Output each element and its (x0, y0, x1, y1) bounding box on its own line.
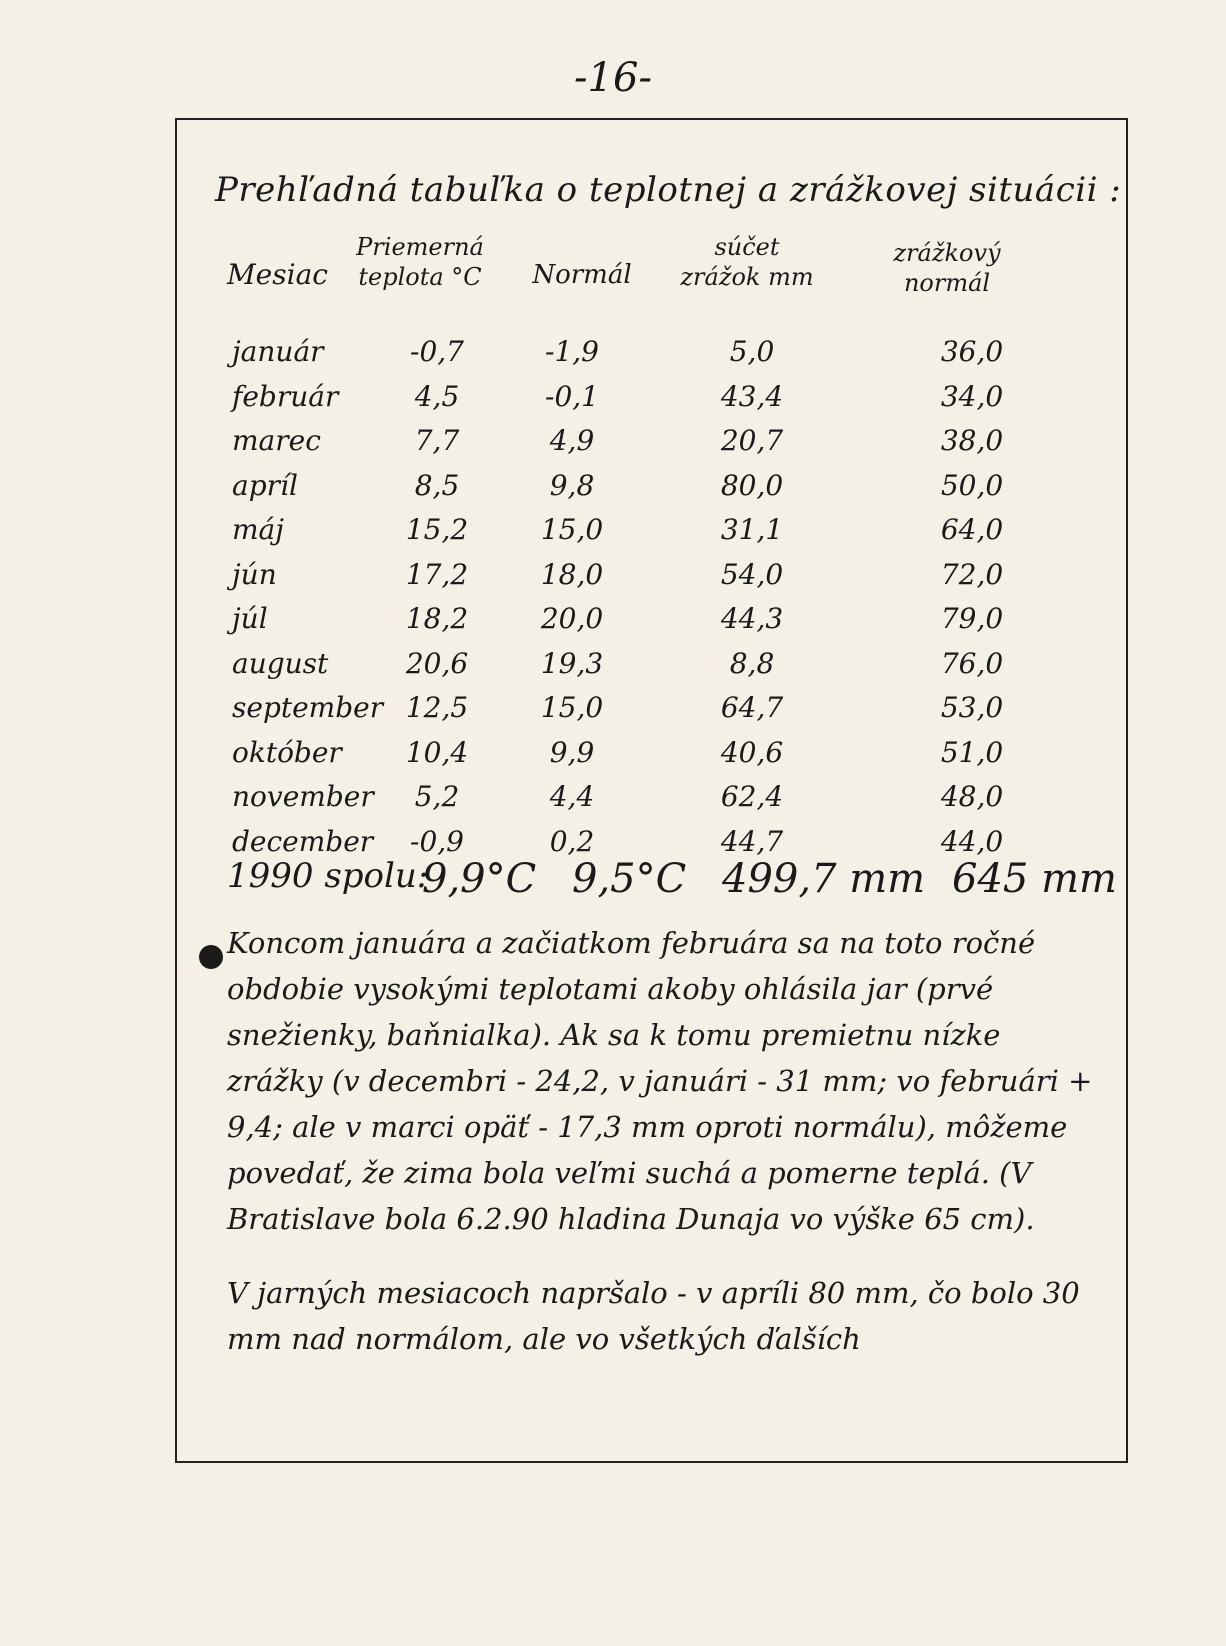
precip-sum-cell: 8,8 (729, 646, 775, 680)
avg-temp-cell: 7,7 (414, 424, 460, 457)
precip-sum-cell: 64,7 (720, 691, 784, 724)
avg-temp-cell: 20,6 (405, 646, 469, 680)
totals-row (177, 856, 1130, 916)
precip-normal-cell: 76,0 (940, 646, 1004, 680)
precip-normal-cell: 51,0 (940, 735, 1004, 769)
normal-cell: 15,0 (540, 691, 604, 724)
precip-normal-cell: 44,0 (940, 824, 1004, 858)
table-row (177, 335, 1130, 379)
table-row (177, 513, 1130, 557)
avg-temp-cell: -0,7 (410, 335, 464, 368)
month-cell: september (232, 691, 384, 724)
precip-sum-cell: 31,1 (720, 513, 784, 546)
header-precip-normal: zrážkový normál (893, 239, 1001, 297)
normal-cell: 4,4 (549, 780, 595, 813)
month-cell: august (232, 646, 329, 680)
precip-sum-cell: 80,0 (720, 468, 784, 502)
month-cell: december (232, 824, 374, 858)
bullet-dot (199, 945, 223, 969)
avg-temp-cell: 10,4 (405, 735, 469, 769)
table-title: Prehľadná tabuľka o teplotnej a zrážkovej situácii : (215, 170, 1122, 210)
precip-sum-cell: 54,0 (720, 557, 784, 591)
month-cell: júl (232, 602, 268, 635)
normal-cell: 18,0 (540, 557, 604, 591)
month-cell: október (232, 735, 342, 769)
normal-cell: 15,0 (540, 513, 604, 546)
totals-avg: 9,9°C (422, 856, 537, 902)
precip-normal-cell: 36,0 (940, 335, 1004, 368)
totals-label: 1990 spolu: (227, 856, 429, 896)
table-row (177, 602, 1130, 646)
normal-cell: 19,3 (540, 646, 604, 680)
precip-sum-cell: 20,7 (720, 424, 784, 457)
precip-normal-cell: 64,0 (940, 513, 1004, 546)
precip-sum-cell: 5,0 (729, 335, 775, 368)
normal-cell: 9,8 (549, 468, 595, 502)
page-number: -16- (574, 55, 652, 101)
avg-temp-cell: 15,2 (405, 513, 469, 546)
avg-temp-cell: 18,2 (405, 602, 469, 635)
paragraph-winter: Koncom januára a začiatkom februára sa na toto ročné obdobie vysokými teplotami akoby ohlásila jar (prvé snežienky, baňnialka). Ak sa k tomu premietnu nízke zrážky (v decembri - 24,2, v januári - 31 mm; vo februári + 9,4; ale v marci opäť - 17,3 mm oproti normálu), môžeme povedať, že zima bola veľmi suchá a pomerne teplá. (V Bratislave bola 6.2.90 hladina Dunaja vo výške 65 cm). (227, 926, 1093, 1236)
header-avg-temp: Priemerná teplota °C (356, 233, 484, 291)
avg-temp-cell: 12,5 (405, 691, 469, 724)
month-cell: marec (232, 424, 321, 457)
header-precip-sum: súčet zrážok mm (680, 233, 814, 291)
precip-sum-cell: 44,3 (720, 602, 784, 635)
totals-normal: 9,5°C (572, 856, 687, 902)
table-row (177, 647, 1130, 691)
precip-normal-cell: 38,0 (940, 424, 1004, 457)
precip-sum-cell: 44,7 (720, 824, 784, 858)
precip-normal-cell: 72,0 (940, 557, 1004, 591)
month-cell: apríl (232, 468, 298, 502)
avg-temp-cell: -0,9 (410, 824, 464, 858)
normal-cell: -0,1 (545, 379, 599, 413)
table-row (177, 780, 1130, 824)
precip-normal-cell: 50,0 (940, 468, 1004, 502)
paragraph-spring: V jarných mesiacoch napršalo - v apríli 80 mm, čo bolo 30 mm nad normálom, ale vo všetkých ďalších (227, 1276, 1080, 1356)
precip-sum-cell: 43,4 (720, 379, 784, 413)
header-month: Mesiac (227, 258, 328, 291)
month-cell: jún (232, 557, 277, 591)
table-row (177, 691, 1130, 735)
month-cell: november (232, 780, 374, 813)
normal-cell: -1,9 (545, 335, 599, 368)
table-row (177, 558, 1130, 602)
table-row (177, 736, 1130, 780)
normal-cell: 0,2 (549, 824, 595, 858)
content-frame (175, 118, 1128, 1463)
normal-cell: 9,9 (549, 735, 595, 769)
precip-normal-cell: 34,0 (940, 379, 1004, 413)
totals-sum: 499,7 mm (722, 856, 926, 902)
header-normal: Normál (532, 260, 632, 290)
normal-cell: 4,9 (549, 424, 595, 457)
table-row (177, 380, 1130, 424)
month-cell: február (232, 379, 339, 413)
month-cell: máj (232, 513, 284, 546)
month-cell: január (232, 335, 324, 368)
precip-normal-cell: 48,0 (940, 780, 1004, 813)
precip-sum-cell: 62,4 (720, 780, 784, 813)
avg-temp-cell: 4,5 (414, 379, 460, 413)
avg-temp-cell: 17,2 (405, 557, 469, 591)
table-row (177, 424, 1130, 468)
precip-sum-cell: 40,6 (720, 735, 784, 769)
totals-precip-normal: 645 mm (952, 856, 1117, 902)
avg-temp-cell: 8,5 (414, 468, 460, 502)
precip-normal-cell: 79,0 (940, 602, 1004, 635)
table-row (177, 469, 1130, 513)
avg-temp-cell: 5,2 (414, 780, 460, 813)
precip-normal-cell: 53,0 (940, 691, 1004, 724)
normal-cell: 20,0 (540, 602, 604, 635)
